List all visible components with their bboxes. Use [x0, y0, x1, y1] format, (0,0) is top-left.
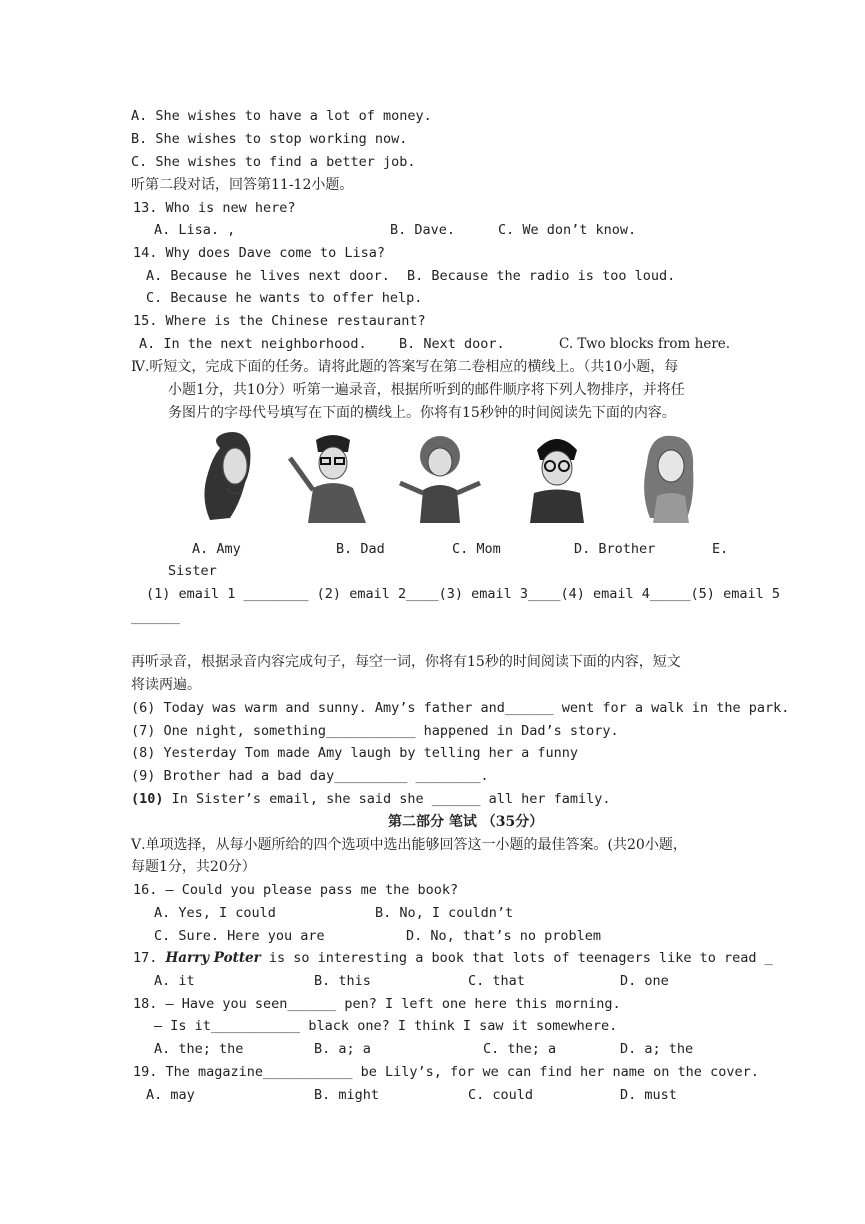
section5-line1: Ⅴ.单项选择，从每小题所给的四个选项中选出能够回答这一小题的最佳答案。(共20小题，: [131, 837, 687, 853]
label-amy: A. Amy: [192, 541, 241, 557]
q19-option-a: A. may: [146, 1087, 195, 1103]
q14-option-b: B. Because the radio is too loud.: [407, 268, 676, 284]
email-order-blank: ______: [131, 609, 180, 625]
q13-stem: 13. Who is new here?: [133, 200, 296, 216]
part2-title: 第二部分 笔试 （35分）: [388, 814, 544, 830]
label-sister: Sister: [168, 563, 217, 579]
q15-option-b: B. Next door.: [399, 336, 505, 352]
section4-line1: Ⅳ.听短文，完成下面的任务。请将此题的答案写在第二卷相应的横线上。（共10小题，每: [131, 359, 679, 375]
q17-option-c: C. that: [468, 973, 525, 989]
second-listen-line1: 再听录音，根据录音内容完成句子，每空一词，你将有15秒的时间阅读下面的内容，短文: [131, 654, 681, 670]
q13-option-b: B. Dave.: [390, 222, 456, 238]
q17-option-d: D. one: [620, 973, 669, 989]
q15-stem: 15. Where is the Chinese restaurant?: [133, 313, 426, 329]
fill-q10-number: (10): [131, 791, 164, 807]
sister-picture: [625, 428, 715, 528]
mom-picture: [395, 428, 485, 528]
q13-option-a: A. Lisa. ,: [154, 222, 236, 238]
label-mom: C. Mom: [452, 541, 501, 557]
label-dad: B. Dad: [336, 541, 385, 557]
q17-book-title: Harry Potter: [165, 950, 261, 966]
q17-option-b: B. this: [314, 973, 371, 989]
q17-stem-text: is so interesting a book that lots of teenagers like to read _: [260, 950, 773, 966]
dialog2-intro: 听第二段对话，回答第11-12小题。: [131, 177, 354, 193]
q18-option-c: C. the; a: [483, 1041, 557, 1057]
q16-option-d: D. No, that’s no problem: [406, 928, 602, 944]
q17-number: 17.: [133, 950, 166, 966]
q18-option-b: B. a; a: [314, 1041, 371, 1057]
label-e: E.: [712, 541, 729, 557]
q18-option-a: A. the; the: [154, 1041, 244, 1057]
fill-q10-text: In Sister’s email, she said she ______ all her family.: [163, 791, 611, 807]
q18-option-d: D. a; the: [620, 1041, 694, 1057]
fill-q9: (9) Brother had a bad day_________ ________.: [131, 768, 489, 784]
label-brother: D. Brother: [574, 541, 656, 557]
q19-option-d: D. must: [620, 1087, 677, 1103]
amy-picture: [190, 428, 280, 528]
q16-option-a: A. Yes, I could: [154, 905, 276, 921]
q16-stem: 16. — Could you please pass me the book?: [133, 882, 459, 898]
fill-q8: (8) Yesterday Tom made Amy laugh by telling her a funny: [131, 745, 579, 761]
q19-option-b: B. might: [314, 1087, 380, 1103]
q16-option-c: C. Sure. Here you are: [154, 928, 325, 944]
q19-stem: 19. The magazine___________ be Lily’s, for we can find her name on the cover.: [133, 1064, 759, 1080]
q14-option-a: A. Because he lives next door.: [146, 268, 390, 284]
section5-line2: 每题1分，共20分）: [131, 859, 256, 875]
q18-stem2: — Is it___________ black one? I think I saw it somewhere.: [154, 1018, 618, 1034]
q17-stem: [133, 948, 773, 968]
section4-line3: 务图片的字母代号填写在下面的横线上。你将有15秒钟的时间阅读先下面的内容。: [168, 405, 676, 421]
section4-line2: 小题1分，共10分）听第一遍录音，根据所听到的邮件顺序将下列人物排序，并将任: [168, 382, 685, 398]
option-b: B. She wishes to stop working now.: [131, 131, 408, 147]
q17-option-a: A. it: [154, 973, 195, 989]
dad-picture: [288, 428, 378, 528]
q14-option-c: C. Because he wants to offer help.: [146, 290, 423, 306]
second-listen-line2: 将读两遍。: [131, 677, 201, 693]
q16-option-b: B. No, I couldn’t: [375, 905, 514, 921]
email-order-line: (1) email 1 ________ (2) email 2____(3) email 3____(4) email 4_____(5) email 5: [146, 586, 780, 602]
q13-option-c: C. We don’t know.: [498, 222, 637, 238]
q19-option-c: C. could: [468, 1087, 534, 1103]
q18-stem: 18. — Have you seen______ pen? I left one here this morning.: [133, 996, 621, 1012]
fill-q10: [131, 789, 611, 809]
fill-q7: (7) One night, something___________ happened in Dad’s story.: [131, 723, 619, 739]
q15-option-c: C. Two blocks from here.: [559, 336, 731, 352]
option-c: C. She wishes to find a better job.: [131, 154, 416, 170]
q15-option-a: A. In the next neighborhood.: [139, 336, 367, 352]
brother-picture: [512, 428, 602, 528]
q14-stem: 14. Why does Dave come to Lisa?: [133, 245, 385, 261]
option-a: A. She wishes to have a lot of money.: [131, 108, 432, 124]
fill-q6: (6) Today was warm and sunny. Amy’s father and______ went for a walk in the park.: [131, 700, 790, 716]
